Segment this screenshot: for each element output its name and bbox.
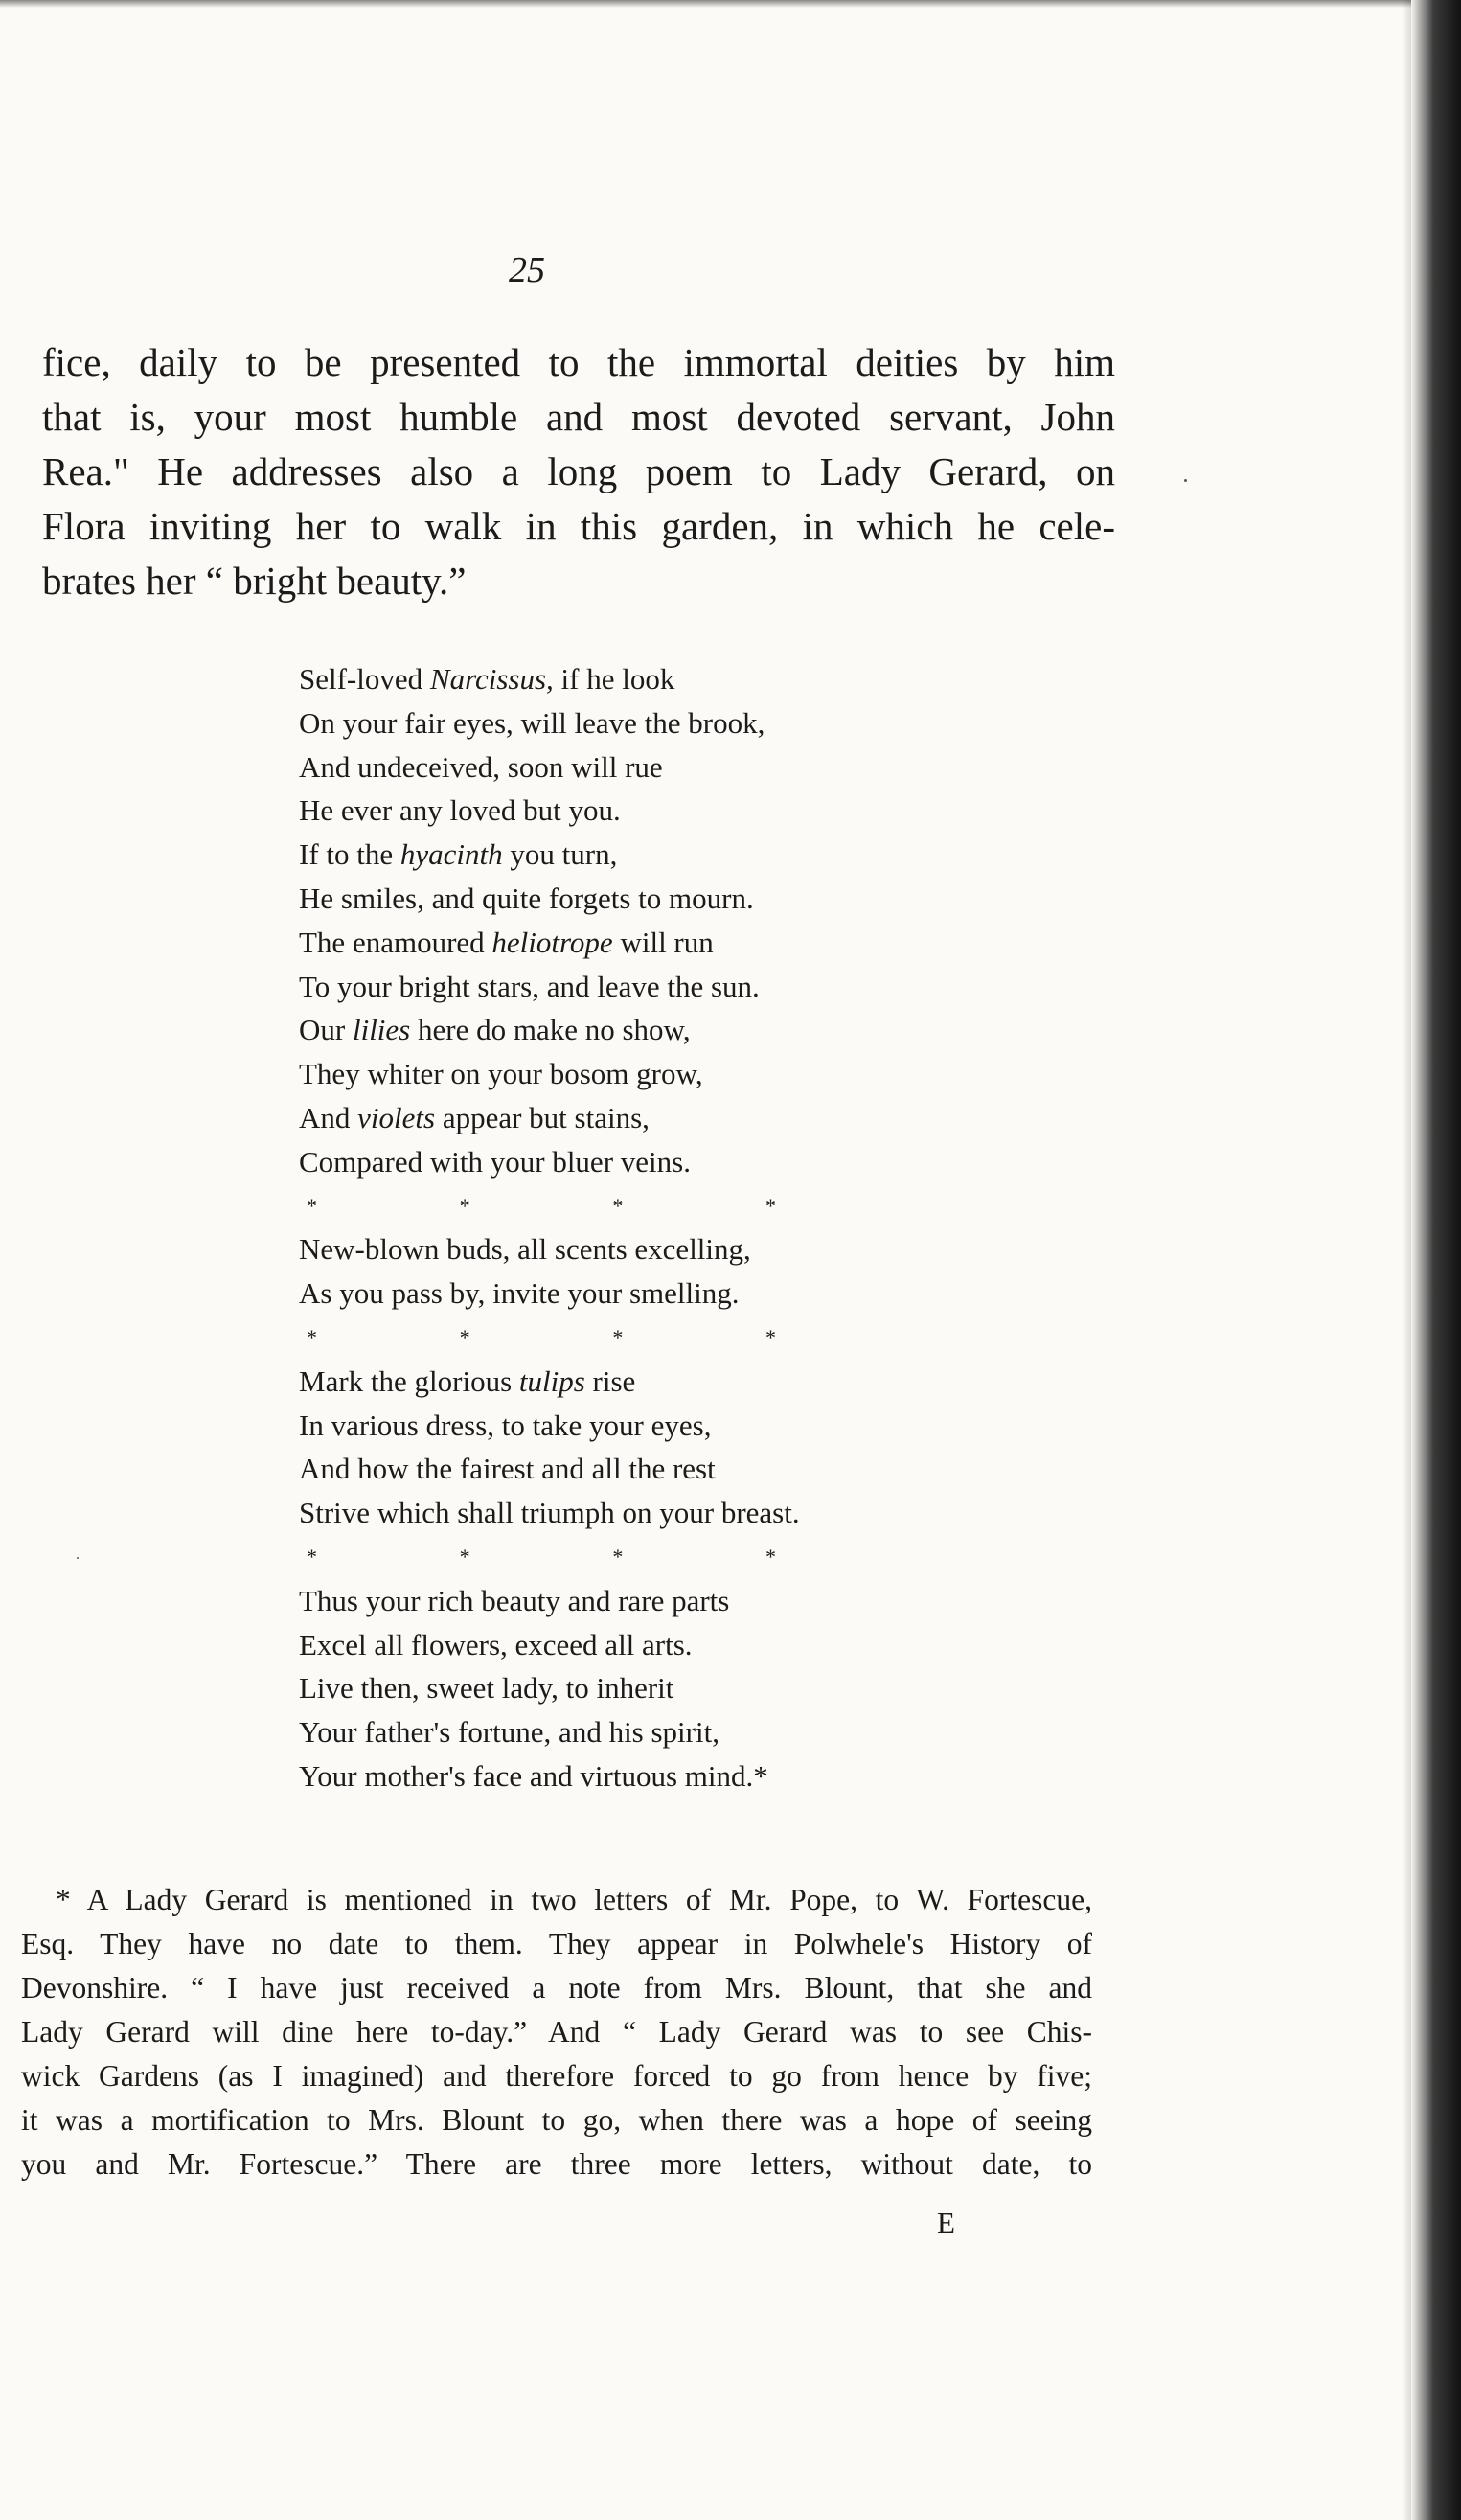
page-top-edge [0,0,1461,8]
signature-mark: E [937,2206,955,2239]
footnote-line: it was a mortification to Mrs. Blount to go, when there was a hope of seeing [21,2103,1092,2137]
poem-stanza-4 [299,1579,912,1798]
poem-stanza-1 [299,657,912,1184]
poem-line: Compared with your bluer veins. [299,1144,691,1179]
star-mark: * [612,1324,624,1349]
star-mark: * [459,1324,470,1349]
poem-line: As you pass by, invite your smelling. [299,1276,740,1311]
poem-line: Live then, sweet lady, to inherit [299,1671,674,1706]
body-paragraph [42,335,1115,608]
poem-line: They whiter on your bosom grow, [299,1057,703,1091]
star-mark: * [765,1193,776,1218]
footnote-line: Lady Gerard will dine here to-day.” And “ Lady Gerard was to see Chis- [21,2015,1092,2049]
footnote-line: * A Lady Gerard is mentioned in two letters of Mr. Pope, to W. Fortescue, [56,1883,1092,1916]
poem [299,657,912,1798]
poem-line: New-blown buds, all scents excelling, [299,1232,751,1267]
poem-line: Strive which shall triumph on your breast. [299,1496,800,1530]
paper-speck [77,1557,79,1559]
footnote [21,1878,1092,2187]
prose-line: Flora inviting her to walk in this garden, in which he cele- [42,504,1115,548]
poem-line: Thus your rich beauty and rare parts [299,1583,730,1617]
paper-speck [1184,479,1187,482]
poem-line: On your fair eyes, will leave the brook, [299,705,765,740]
footnote-line: Esq. They have no date to them. They appear in Polwhele's History of [21,1927,1092,1960]
poem-line: Mark the glorious tulips rise [299,1363,636,1398]
star-mark: * [307,1544,317,1569]
poem-line: In various dress, to take your eyes, [299,1408,712,1442]
poem-line: Our lilies here do make no show, [299,1013,691,1047]
prose-line: fice, daily to be presented to the immortal deities by him [42,340,1115,384]
poem-stanza-2 [299,1227,912,1316]
page-gutter-shadow [1402,0,1411,2520]
star-mark: * [612,1193,624,1218]
poem-line: Excel all flowers, exceed all arts. [299,1627,693,1661]
poem-line: And how the fairest and all the rest [299,1452,716,1486]
ellipsis-stars [299,1316,776,1360]
poem-line: Your mother's face and virtuous mind.* [299,1758,768,1793]
page-right-edge [1411,0,1461,2520]
poem-line: And violets appear but stains, [299,1100,650,1134]
poem-line: If to the hyacinth you turn, [299,837,618,872]
poem-line: To your bright stars, and leave the sun. [299,969,760,1003]
prose-line: brates her “ bright beauty.” [42,559,467,603]
poem-line: Your father's fortune, and his spirit, [299,1715,719,1750]
star-mark: * [765,1324,776,1349]
prose-line: Rea." He addresses also a long poem to Lady Gerard, on [42,449,1115,493]
star-mark: * [459,1193,470,1218]
star-mark: * [307,1193,317,1218]
page-number: 25 [509,250,545,290]
poem-line: And undeceived, soon will rue [299,749,663,784]
star-mark: * [307,1324,317,1349]
poem-line: He ever any loved but you. [299,793,621,828]
star-mark: * [765,1544,776,1569]
star-mark: * [459,1544,470,1569]
ellipsis-stars [299,1184,776,1228]
poem-line: Self-loved Narcissus, if he look [299,662,675,696]
footnote-line: Devonshire. “ I have just received a note from Mrs. Blount, that she and [21,1971,1092,2005]
ellipsis-stars [299,1535,776,1579]
footnote-line: wick Gardens (as I imagined) and therefore forced to go from hence by five; [21,2059,1092,2093]
star-mark: * [612,1544,624,1569]
footnote-line: you and Mr. Fortescue.” There are three more letters, without date, to [21,2147,1092,2181]
poem-line: The enamoured heliotrope will run [299,925,714,959]
poem-line: He smiles, and quite forgets to mourn. [299,881,754,915]
prose-line: that is, your most humble and most devoted servant, John [42,395,1115,439]
poem-stanza-3 [299,1360,912,1535]
